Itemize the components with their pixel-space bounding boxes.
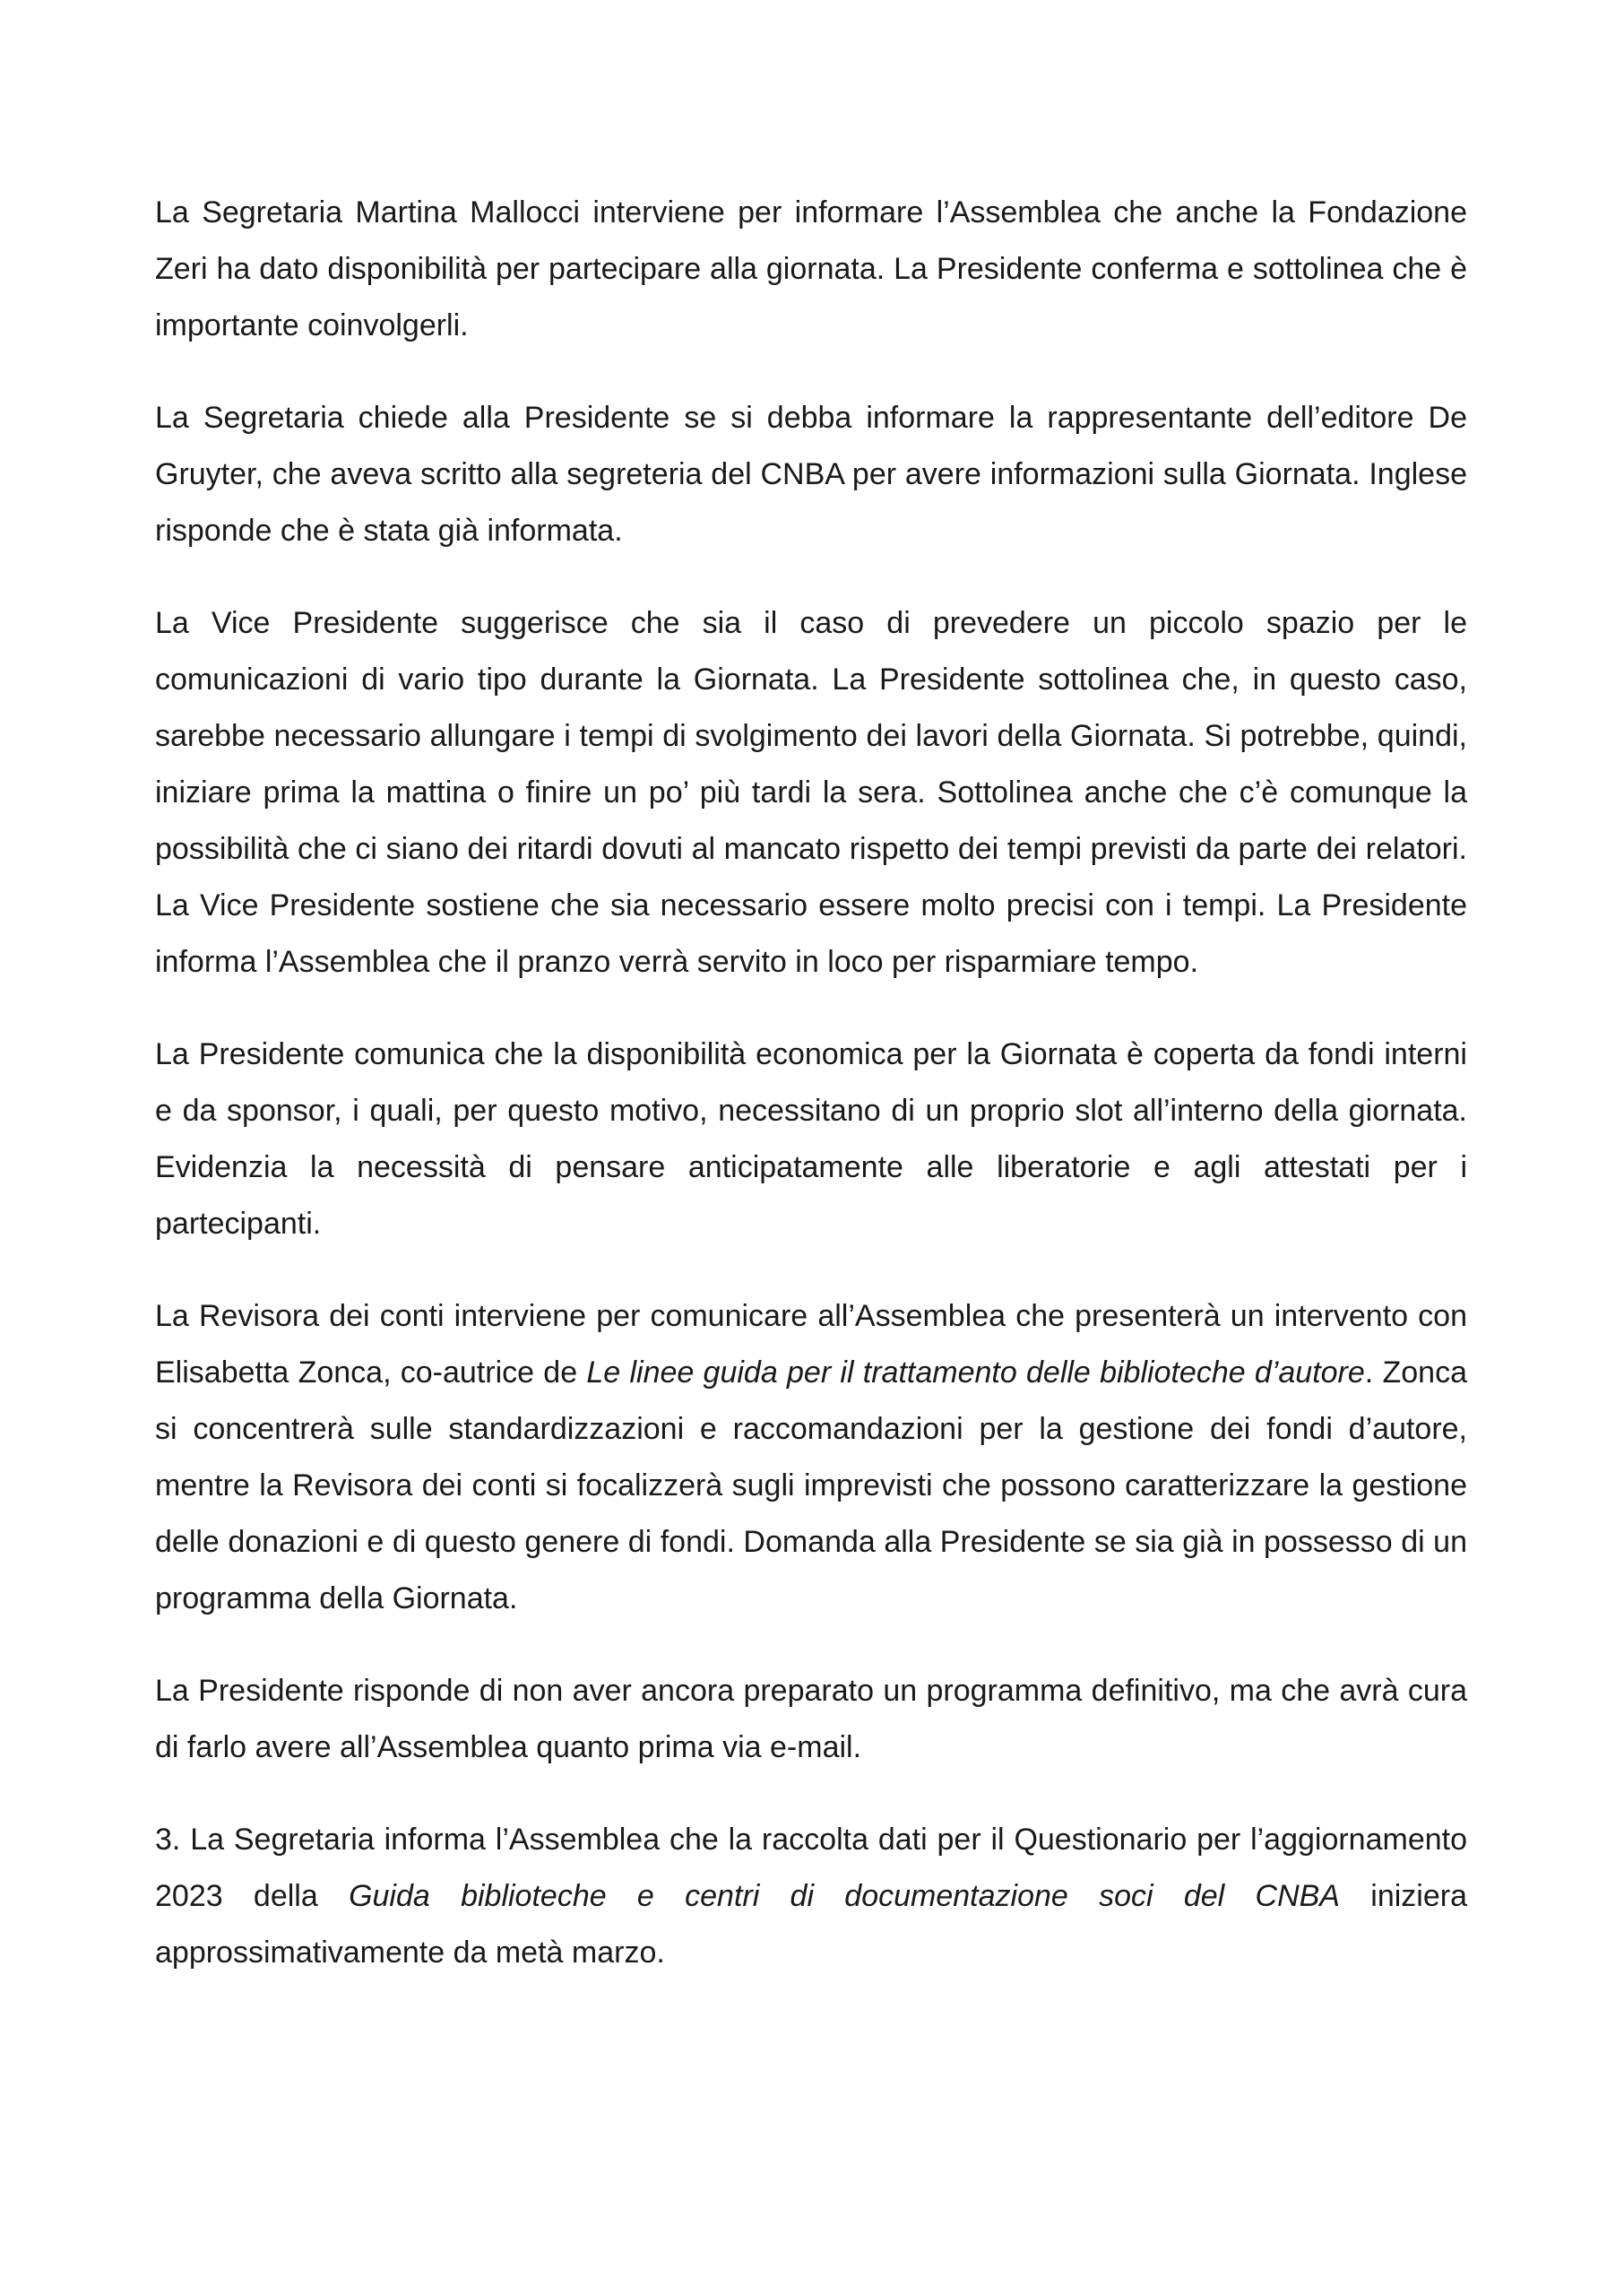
paragraph-text: La Presidente risponde di non aver ancora preparato un programma definitivo, ma che avrà cura di farlo avere all’Assemblea quanto prima via e-mail. (155, 1674, 1467, 1764)
paragraph-text: La Segretaria chiede alla Presidente se si debba informare la rappresentante dell’editore De Gruyter, che aveva scritto alla segreteria del CNBA per avere informazioni sulla Giornata. Inglese risponde che è stata già informata. (155, 401, 1467, 548)
paragraph-text: 3. La Segretaria informa l’Assemblea che la raccolta dati per il Questionario per l’aggiornamento 2023 della (155, 1823, 1467, 1913)
paragraph-vice-presidente (155, 595, 1467, 991)
guide-title: Guida biblioteche e centri di documentazione soci del CNBA (349, 1879, 1340, 1913)
paragraph-text: La Segretaria Martina Mallocci interviene per informare l’Assemblea che anche la Fondazione Zeri ha dato disponibilità per partecipare alla giornata. La Presidente conferma e sottolinea che è importante coinvolgerli. (155, 195, 1467, 342)
paragraph-de-gruyter (155, 390, 1467, 559)
paragraph-fondazione-zeri (155, 185, 1467, 354)
paragraph-text: . Zonca si concentrerà sulle standardizzazioni e raccomandazioni per la gestione dei fondi d’autore, mentre la Revisora dei conti si focalizzerà sugli imprevisti che possono caratterizzare la gestione delle donazioni e di questo genere di fondi. Domanda alla Presidente se sia già in possesso di un programma della Giornata. (155, 1355, 1467, 1615)
paragraph-disponibilita-economica (155, 1026, 1467, 1252)
paragraph-text: La Presidente comunica che la disponibilità economica per la Giornata è coperta da fondi interni e da sponsor, i quali, per questo motivo, necessitano di un proprio slot all’interno della giornata. Evidenzia la necessità di pensare anticipatamente alle liberatorie e agli attestati per i partecipanti. (155, 1037, 1467, 1241)
paragraph-text: La Revisora dei conti interviene per comunicare all’Assemblea che presenterà un intervento con Elisabetta Zonca, co-autrice de (155, 1299, 1467, 1390)
paragraph-text: iniziera approssimativamente da metà marzo. (155, 1879, 1467, 1970)
book-title: Le linee guida per il trattamento delle biblioteche d’autore (586, 1355, 1365, 1390)
paragraph-questionario (155, 1812, 1467, 1981)
paragraph-programma (155, 1663, 1467, 1776)
paragraph-text: La Vice Presidente suggerisce che sia il caso di prevedere un piccolo spazio per le comunicazioni di vario tipo durante la Giornata. La Presidente sottolinea che, in questo caso, sarebbe necessario allungare i tempi di svolgimento dei lavori della Giornata. Si potrebbe, quindi, iniziare prima la mattina o finire un po’ più tardi la sera. Sottolinea anche che c’è comunque la possibilità che ci siano dei ritardi dovuti al mancato rispetto dei tempi previsti da parte dei relatori. La Vice Presidente sostiene che sia necessario essere molto precisi con i tempi. La Presidente informa l’Assemblea che il pranzo verrà servito in loco per risparmiare tempo. (155, 606, 1467, 979)
document-body (155, 185, 1467, 1981)
paragraph-revisora-dei-conti (155, 1288, 1467, 1627)
